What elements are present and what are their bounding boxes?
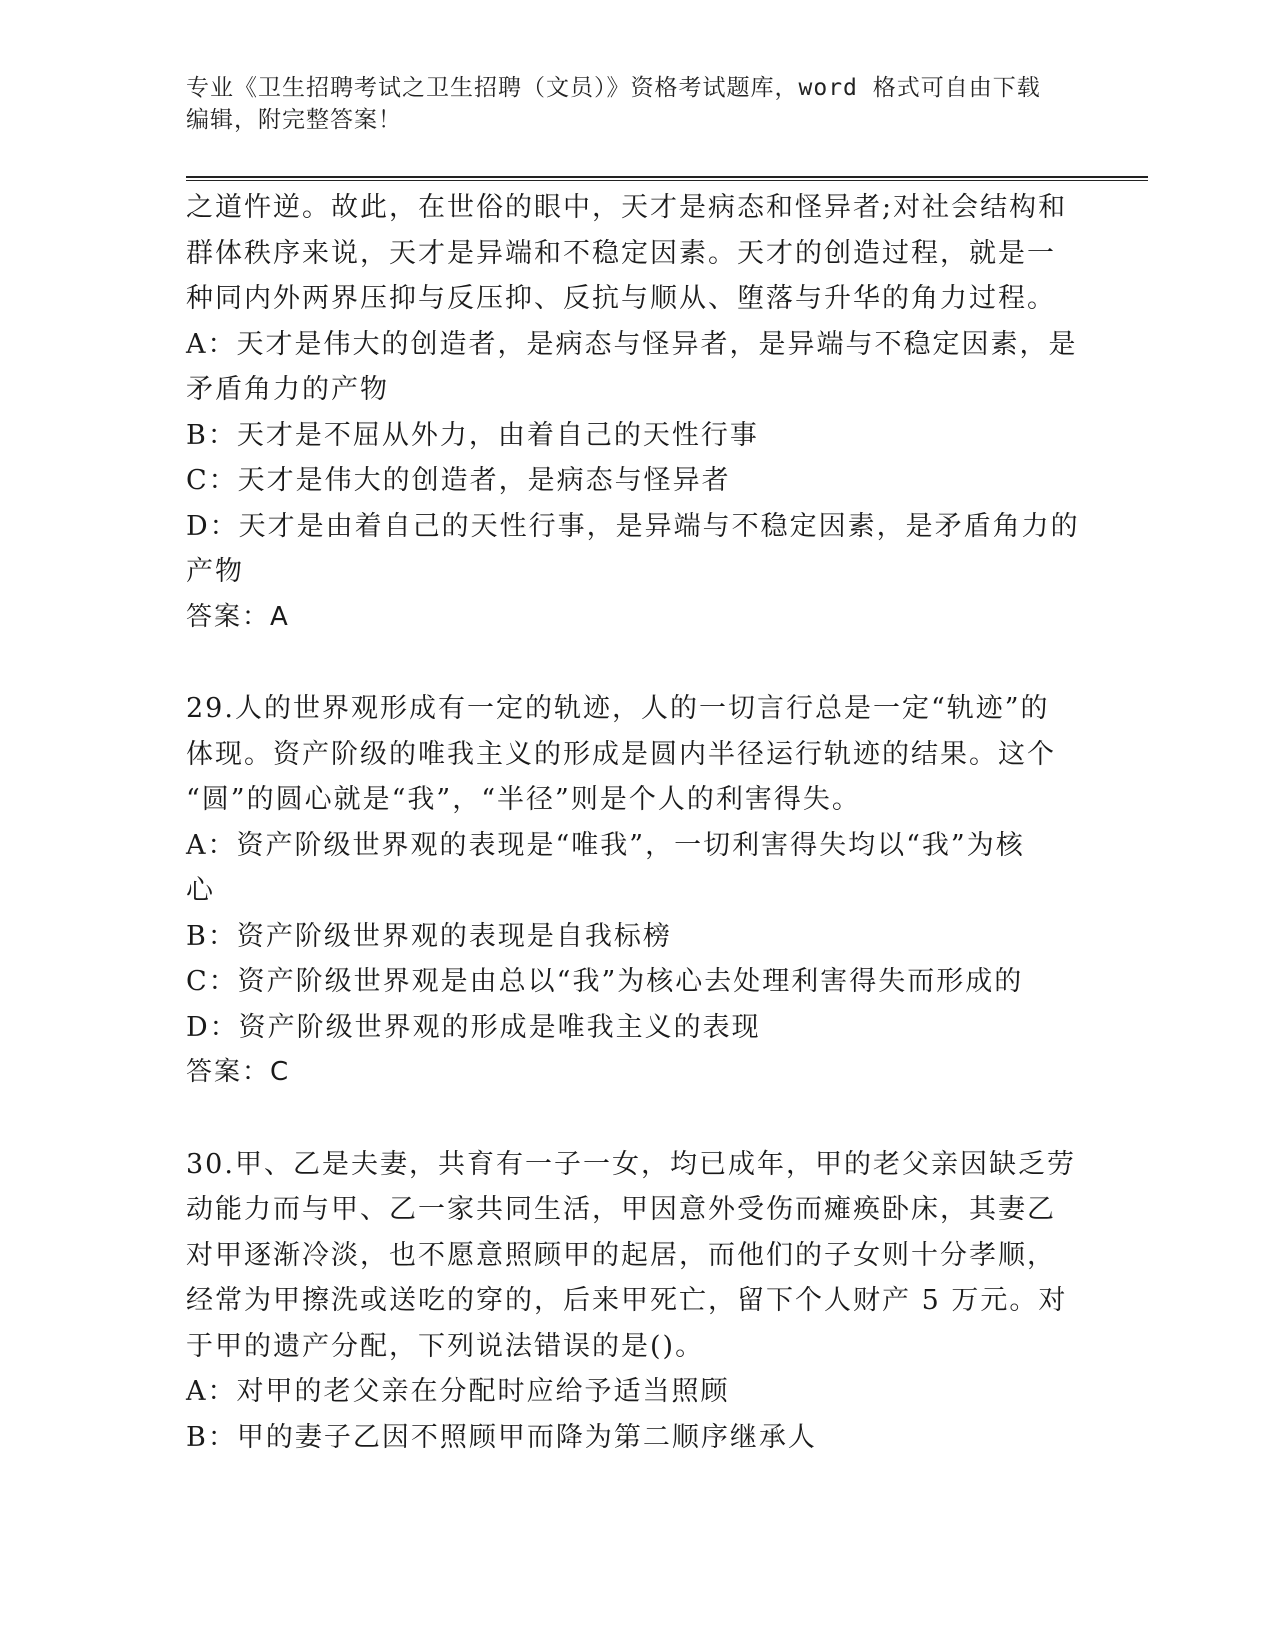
question-stem-line: “圆”的圆心就是“我”，“半径”则是个人的利害得失。 <box>186 784 861 815</box>
question-28 <box>186 185 1086 640</box>
option-a: A：天才是伟大的创造者，是病态与怪异者，是异端与不稳定因素，是 <box>186 328 1078 360</box>
option-a-cont: 心 <box>186 875 215 906</box>
question-29 <box>186 686 1086 1096</box>
answer-label: 答案：C <box>186 1057 291 1087</box>
option-c: C：天才是伟大的创造者，是病态与怪异者 <box>186 465 731 496</box>
question-stem-line: 于甲的遗产分配，下列说法错误的是()。 <box>186 1330 705 1362</box>
option-b: B：天才是不屈从外力，由着自己的天性行事 <box>186 419 759 451</box>
answer-label: 答案：A <box>186 601 290 632</box>
question-stem-line: 种同内外两界压抑与反压抑、反抗与顺从、堕落与升华的角力过程。 <box>186 283 1056 314</box>
question-stem-line: 29.人的世界观形成有一定的轨迹，人的一切言行总是一定“轨迹”的 <box>186 693 1050 724</box>
option-b: B：资产阶级世界观的表现是自我标榜 <box>186 920 672 952</box>
question-stem-line: 群体秩序来说，天才是异端和不稳定因素。天才的创造过程，就是一 <box>186 237 1056 269</box>
header-line-1: 专业《卫生招聘考试之卫生招聘（文员）》资格考试题库，word 格式可自由下载 <box>186 75 1041 101</box>
header-divider <box>186 176 1148 181</box>
question-stem-line: 动能力而与甲、乙一家共同生活，甲因意外受伤而瘫痪卧床，其妻乙 <box>186 1194 1056 1225</box>
option-a: A：资产阶级世界观的表现是“唯我”，一切利害得失均以“我”为核 <box>186 829 1025 861</box>
question-stem-line: 经常为甲擦洗或送吃的穿的，后来甲死亡，留下个人财产 5 万元。对 <box>186 1285 1068 1316</box>
question-stem-line: 之道忤逆。故此，在世俗的眼中，天才是病态和怪异者;对社会结构和 <box>186 192 1068 223</box>
document-body <box>186 185 1086 1460</box>
header-line-2: 编辑，附完整答案！ <box>186 107 402 133</box>
question-stem-line: 体现。资产阶级的唯我主义的形成是圆内半径运行轨迹的结果。这个 <box>186 738 1056 770</box>
option-a-cont: 矛盾角力的产物 <box>186 374 389 405</box>
option-d: D：资产阶级世界观的形成是唯我主义的表现 <box>186 1011 761 1043</box>
option-a: A：对甲的老父亲在分配时应给予适当照顾 <box>186 1376 730 1407</box>
option-d-cont: 产物 <box>186 556 244 587</box>
option-b: B：甲的妻子乙因不照顾甲而降为第二顺序继承人 <box>186 1421 817 1453</box>
option-c: C：资产阶级世界观是由总以“我”为核心去处理利害得失而形成的 <box>186 966 1024 997</box>
option-d: D：天才是由着自己的天性行事，是异端与不稳定因素，是矛盾角力的 <box>186 510 1080 542</box>
page-header <box>186 72 1086 136</box>
question-30 <box>186 1142 1086 1461</box>
question-stem-line: 30.甲、乙是夫妻，共育有一子一女，均已成年，甲的老父亲因缺乏劳 <box>186 1148 1076 1180</box>
question-stem-line: 对甲逐渐冷淡，也不愿意照顾甲的起居，而他们的子女则十分孝顺， <box>186 1239 1056 1271</box>
